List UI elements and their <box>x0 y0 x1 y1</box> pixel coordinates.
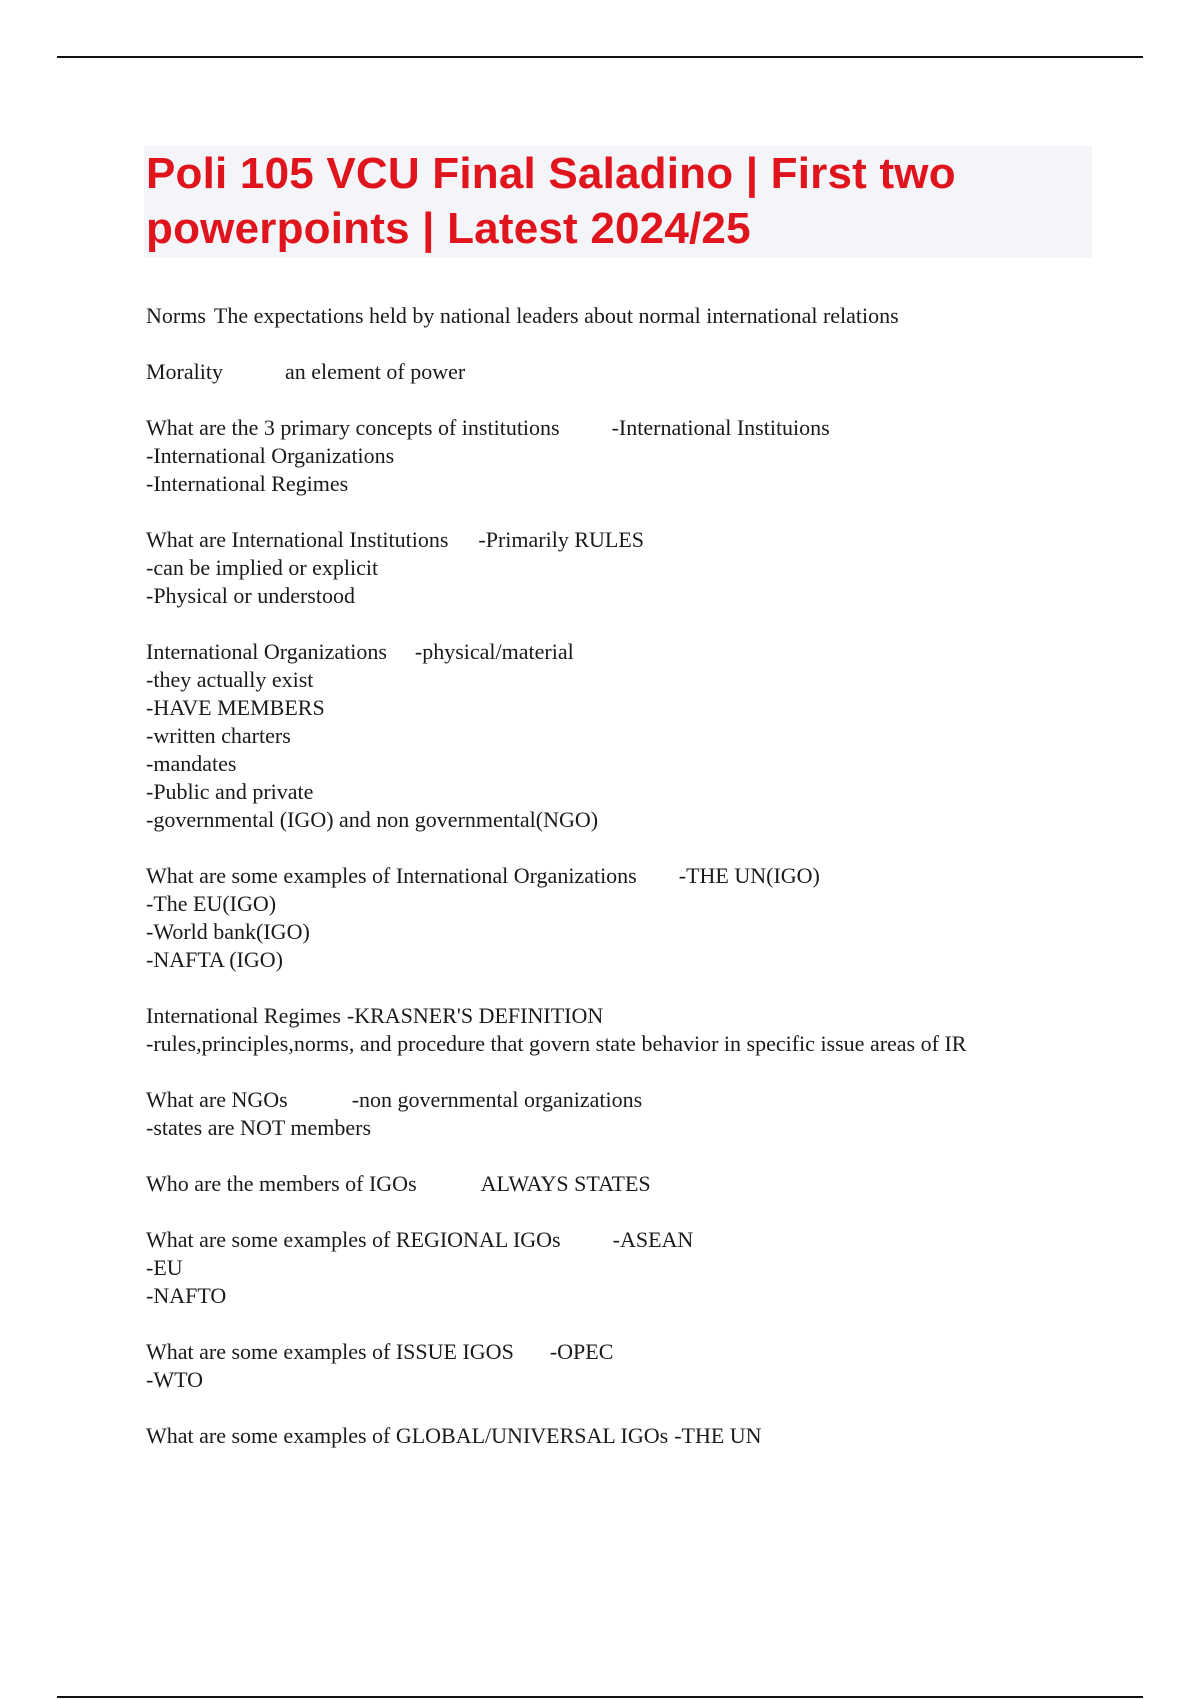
card-term: What are some examples of REGIONAL IGOs <box>146 1227 561 1252</box>
card-term: Morality <box>146 359 223 384</box>
card-extra-line: -World bank(IGO) <box>146 919 310 944</box>
flashcard <box>146 414 1146 498</box>
card-first-line <box>146 302 1146 330</box>
card-term: What are the 3 primary concepts of institutions <box>146 415 560 440</box>
card-extra-line: -HAVE MEMBERS <box>146 695 325 720</box>
flashcard <box>146 638 1146 834</box>
card-first-line <box>146 1002 1146 1030</box>
card-extra-line: -International Regimes <box>146 471 349 496</box>
flashcard <box>146 1002 1146 1058</box>
card-first-line <box>146 1422 1146 1450</box>
card-extra-line: -written charters <box>146 723 291 748</box>
card-definition: -International Instituions <box>611 415 830 440</box>
flashcard <box>146 1338 1146 1394</box>
flashcard <box>146 1422 1146 1450</box>
card-term: What are some examples of ISSUE IGOS <box>146 1339 514 1364</box>
flashcard <box>146 302 1146 330</box>
card-extra-line: -NAFTA (IGO) <box>146 947 283 972</box>
card-extra-line: -EU <box>146 1255 183 1280</box>
card-first-line <box>146 1338 1146 1366</box>
flashcard <box>146 526 1146 610</box>
flashcard <box>146 358 1146 386</box>
card-first-line <box>146 526 1146 554</box>
card-term: What are International Institutions <box>146 527 449 552</box>
card-term: What are NGOs <box>146 1087 288 1112</box>
card-term: International Regimes <box>146 1003 341 1028</box>
card-definition: -OPEC <box>549 1339 614 1364</box>
card-extra-line: -WTO <box>146 1367 204 1392</box>
card-term: International Organizations <box>146 639 387 664</box>
card-term: What are some examples of International Organizations <box>146 863 637 888</box>
card-definition: -THE UN(IGO) <box>678 863 820 888</box>
card-definition: The expectations held by national leaders about normal international relations <box>213 303 899 328</box>
card-extra-line: -governmental (IGO) and non governmental(NGO) <box>146 807 599 832</box>
card-first-line <box>146 638 1146 666</box>
card-extra-line: -Physical or understood <box>146 583 355 608</box>
card-extra-line: -International Organizations <box>146 443 395 468</box>
card-extra-line: -can be implied or explicit <box>146 555 379 580</box>
card-definition: -physical/material <box>414 639 574 664</box>
card-definition: -non governmental organizations <box>351 1087 643 1112</box>
card-definition: -ASEAN <box>612 1227 694 1252</box>
card-term: Norms <box>146 303 206 328</box>
bottom-divider <box>57 1696 1143 1698</box>
card-definition: -KRASNER'S DEFINITION <box>346 1003 604 1028</box>
flashcard <box>146 862 1146 974</box>
card-term: What are some examples of GLOBAL/UNIVERSAL IGOs <box>146 1423 669 1448</box>
card-first-line <box>146 1086 1146 1114</box>
card-first-line <box>146 1170 1146 1198</box>
card-extra-line: -rules,principles,norms, and procedure that govern state behavior in specific issue areas of IR <box>146 1031 967 1056</box>
card-extra-line: -they actually exist <box>146 667 314 692</box>
card-extra-line: -states are NOT members <box>146 1115 372 1140</box>
document-title: Poli 105 VCU Final Saladino | First two powerpoints | Latest 2024/25 <box>146 149 956 253</box>
card-first-line <box>146 414 1146 442</box>
card-first-line <box>146 862 1146 890</box>
card-definition: -THE UN <box>674 1423 762 1448</box>
card-extra-line: -The EU(IGO) <box>146 891 277 916</box>
top-divider <box>57 56 1143 58</box>
card-first-line <box>146 1226 1146 1254</box>
card-definition: -Primarily RULES <box>478 527 645 552</box>
card-extra-line: -mandates <box>146 751 237 776</box>
flashcard <box>146 1226 1146 1310</box>
flashcard <box>146 1170 1146 1198</box>
card-definition: ALWAYS STATES <box>480 1171 651 1196</box>
card-definition: an element of power <box>285 359 466 384</box>
card-first-line <box>146 358 1146 386</box>
card-term: Who are the members of IGOs <box>146 1171 417 1196</box>
card-extra-line: -NAFTO <box>146 1283 227 1308</box>
card-extra-line: -Public and private <box>146 779 314 804</box>
flashcard <box>146 1086 1146 1142</box>
flashcard-list <box>146 302 1146 1478</box>
